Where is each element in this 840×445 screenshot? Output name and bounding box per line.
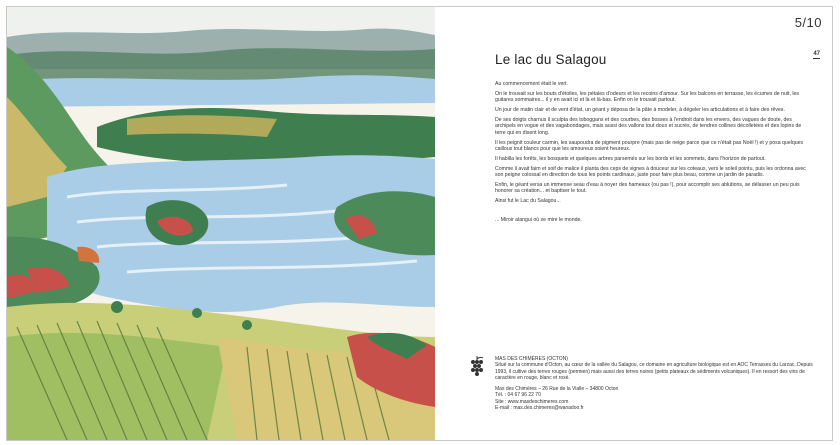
- paragraph: Au commencement était le vert.: [495, 81, 568, 87]
- paragraph: Ainsi fut le Lac du Salagou...: [495, 198, 561, 205]
- page-frame: [6, 6, 833, 441]
- watercolor-illustration: [7, 7, 435, 440]
- paragraph: Il habilla les forêts, les bosquets et quelques arbres parsemés sur les bords et les sommets, dans l'horizon de partout.: [495, 155, 766, 162]
- winery-address: Mas des Chimères – 26 Rue de la Vialle – 34800 Octon: [495, 386, 619, 393]
- winery-website[interactable]: Site : www.masdeschimeres.com: [495, 398, 569, 405]
- winery-email[interactable]: E-mail : mas.des.chimeres@wanadoo.fr: [495, 405, 584, 412]
- page-counter: 5/10: [794, 15, 822, 30]
- closing-line: ... Miroir alangui où se mire le monde.: [495, 216, 582, 223]
- grape-icon: [470, 356, 484, 378]
- page-number: 47: [813, 51, 820, 57]
- paragraph: Comme il avait faim et soif de malice il planta des ceps de vignes à douceur sur les coteaux, vers le soleil pointu, puis les ordonna avec son peigne colossal en direction de tous les points cardinaux, juste pour faire plus beau, comme un jardin de paradis.: [495, 165, 806, 179]
- winery-description: Situé sur la commune d'Octon, au cœur de la vallée du Salagou, ce domaine en agriculture biologique est en AOC Terrasses du Larzac. Depuis 1993, il cultive des terres rouges (permien) mais aussi des terres noires (petits plateaux de sédiments volcaniques). Il en ressort des vins de caractère en rouge, blanc et rosé.: [495, 362, 813, 381]
- paragraph: On le trouvait sur les bouts d'étoiles, les pétales d'odeurs et les recoins d'amour. Sur les balcons en terrasse, les écumes de nuit, les guitares sommaires... il y en avait ici et là et là-bas. Enfin on le trouvait partout.: [495, 90, 800, 104]
- article-body: [495, 81, 813, 226]
- winery-name: MAS DES CHIMÈRES (OCTON): [495, 356, 568, 362]
- paragraph: Un jour de matin clair et de vent d'état, un géant y déposa de la pâte à modeler, à dégeler les articulations et à faire des rêves.: [495, 106, 785, 113]
- winery-phone: Tél. : 04 67 96 22 70: [495, 392, 541, 399]
- winery-info: [495, 356, 813, 411]
- article-title: Le lac du Salagou: [495, 52, 607, 67]
- paragraph: Il les peignit couleur carmin, les saupoudra de pigment pourpre (mais pas de neige parce que ce n'était pas Noël !) et y posa quelques cailloux tout blancs pour que les amoureux soient heureux.: [495, 139, 804, 153]
- paragraph: De ses doigts charnus il sculpta des toboggans et des courbes, des bosses à l'endroit dans les envers, des vagues de doute, des archipels en vogue et des vagabondages, mais aussi des vallons tout doux et sucrés, de tendres collines décolletées et des lopins de terre qui en disent long.: [495, 116, 802, 136]
- paragraph: Enfin, le géant versa un immense seau d'eau à noyer des hameaux (ou pas !), pour accomplir ses ablutions, se délasser un peu puis honorer sa création... et baptiser le tout.: [495, 181, 800, 195]
- winery-contact: [495, 386, 813, 411]
